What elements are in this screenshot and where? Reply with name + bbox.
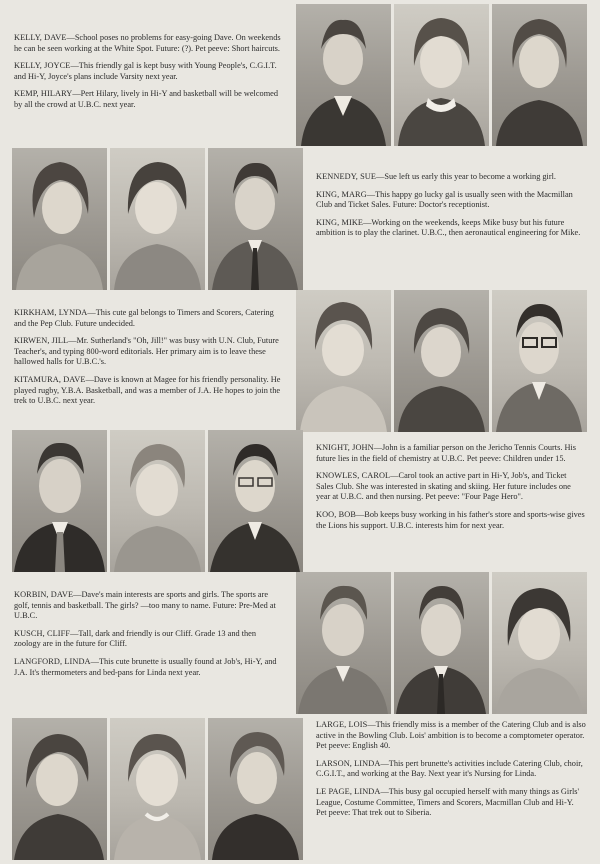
student-bio: Working on the weekends, keeps Mike busy but his future ambition is to play the clarinet. U.B.C., then aeronautical engineering for Mike. (316, 217, 581, 238)
student-name: LARGE, LOIS (316, 720, 368, 729)
student-entry: KELLY, DAVE—School poses no problems for easy-going Dave. On weekends he can be seen working at the White Spot. Future: (?). Pet peeve: Short haircuts. (14, 33, 281, 53)
student-entry: KNOWLES, CAROL—Carol took an active part in Hi-Y, Job's, and Ticket Sales Club. She was interested in skating and skiing. Her future includes one year at U.B.C. and then nursing. Pet peeve: "Four Page Hero". (316, 471, 571, 502)
student-entry: KIRKHAM, LYNDA—This cute gal belongs to Timers and Scorers, Catering and the Pep Club. Future undecided. (14, 308, 274, 328)
student-portrait (110, 718, 205, 860)
student-name: LANGFORD, LINDA (14, 656, 91, 666)
student-bio: This friendly miss is a member of the Catering Club and is also active in the Bowling Club. Lois' ambition is to become a comptometer operator. Pet peeve: English 40. (316, 720, 586, 751)
photo-row-5 (296, 572, 587, 714)
student-portrait (110, 148, 205, 290)
student-portrait (492, 4, 587, 146)
photo-row-4 (12, 430, 303, 572)
student-portrait (492, 290, 587, 432)
student-entry: KELLY, JOYCE—This friendly gal is kept busy with Young People's, C.G.I.T. and Hi-Y, Joyce's plans include Varsity next year. (14, 61, 277, 81)
student-portrait (394, 4, 489, 146)
student-bio: Carol took an active part in Hi-Y, Job's, and Ticket Sales Club. She was interested in skating and skiing. Her future includes one year at U.B.C. and then nursing. Pet peeve: "Four Page Hero". (316, 471, 571, 502)
student-entry: KEMP, HILARY—Pert Hilary, lively in Hi-Y and basketball will be welcomed by all the crowd at U.B.C. next year. (14, 89, 278, 109)
student-bio: This cute gal belongs to Timers and Scorers, Catering and the Pep Club. Future undecided. (14, 308, 274, 328)
student-portrait (12, 148, 107, 290)
student-entry: KIRWEN, JILL—Mr. Sutherland's "Oh, Jill!" was busy with U.N. Club, Future Teacher's, and typing 800-word editorials. Her primary aim is to leave these hallowed halls for U.B.C.'s. (14, 336, 279, 367)
student-name: KELLY, DAVE (14, 33, 67, 42)
text-block-3 (14, 308, 282, 414)
student-portrait (208, 148, 303, 290)
student-name: KNOWLES, CAROL (316, 471, 391, 481)
student-bio: School poses no problems for easy-going Dave. On weekends he can be seen working at the White Spot. Future: (?). Pet peeve: Short haircuts. (14, 33, 281, 53)
student-bio: This pert brunette's activities include Catering Club, choir, C.G.I.T., and working at the Bay. Next year it's Nursing for Linda. (316, 758, 583, 779)
photo-row-1 (296, 4, 587, 146)
student-entry: LARSON, LINDA—This pert brunette's activities include Catering Club, choir, C.G.I.T., and working at the Bay. Next year it's Nursing for Linda. (316, 758, 583, 779)
student-name: KIRWEN, JILL (14, 336, 69, 346)
student-portrait (296, 572, 391, 714)
student-bio: John is a familiar person on the Jericho Tennis Courts. His future lies in the field of chemistry at U.B.C. Pet peeve: Children under 15. (316, 443, 577, 463)
student-portrait (208, 430, 303, 572)
student-name: KIRKHAM, LYNDA (14, 308, 88, 317)
student-entry: KENNEDY, SUE—Sue left us early this year to become a working girl. (316, 172, 557, 181)
student-name: LARSON, LINDA (316, 758, 381, 768)
student-bio: Bob keeps busy working in his father's store and sports-wise gives the Lions his support. U.B.C. interests him for next year. (316, 509, 585, 530)
student-portrait (110, 430, 205, 572)
student-bio: Tall, dark and friendly is our Cliff. Grade 13 and then zoology are in the future for Cliff. (14, 628, 256, 649)
student-entry: KITAMURA, DAVE—Dave is known at Magee for his friendly personality. He played rugby, Y.B.A. Basketball, and was a member of J.A. He hopes to join the trek to U.B.C. next year. (14, 374, 281, 406)
student-entry: LARGE, LOIS—This friendly miss is a member of the Catering Club and is also active in the Bowling Club. Lois' ambition is to become a comptometer operator. Pet peeve: English 40. (316, 720, 586, 751)
student-entry: KNIGHT, JOHN—John is a familiar person on the Jericho Tennis Courts. His future lies in the field of chemistry at U.B.C. Pet peeve: Children under 15. (316, 443, 577, 463)
student-name: KING, MARG (316, 189, 367, 199)
student-bio: Dave's main interests are sports and girls. The sports are golf, tennis and basketball. The girls? —too many to name. Future: Pre-Med at U.B.C. (14, 590, 276, 621)
student-name: KELLY, JOYCE (14, 61, 71, 71)
student-portrait (12, 430, 107, 572)
student-name: KUSCH, CLIFF (14, 628, 71, 638)
student-portrait (208, 718, 303, 860)
student-entry: KORBIN, DAVE—Dave's main interests are sports and girls. The sports are golf, tennis and basketball. The girls? —too many to name. Future: Pre-Med at U.B.C. (14, 590, 276, 621)
student-name: KENNEDY, SUE (316, 172, 377, 181)
photo-row-3 (296, 290, 587, 432)
student-entry: LE PAGE, LINDA—This busy gal occupied herself with many things as Girls' League, Costume Committee, Timers and Scorers, Macmillan Club and Hi-Y. Pet peeve: That trek out to Siberia. (316, 786, 579, 818)
student-entry: KUSCH, CLIFF—Tall, dark and friendly is our Cliff. Grade 13 and then zoology are in the future for Cliff. (14, 628, 256, 649)
student-entry: LANGFORD, LINDA—This cute brunette is usually found at Job's, Hi-Y, and J.A. It's thermometers and bed-pans for Linda next year. (14, 656, 277, 677)
student-bio: Sue left us early this year to become a working girl. (384, 172, 557, 181)
text-block-5 (14, 590, 282, 685)
student-bio: This friendly gal is kept busy with Young People's, C.G.I.T. and Hi-Y, Joyce's plans include Varsity next year. (14, 61, 277, 81)
student-portrait (492, 572, 587, 714)
student-portrait (296, 4, 391, 146)
student-name: KEMP, HILARY (14, 89, 73, 99)
student-entry: KING, MARG—This happy go lucky gal is usually seen with the Macmillan Club and Ticket Sales. Future: Doctor's receptionist. (316, 189, 573, 210)
student-name: KOO, BOB (316, 509, 356, 519)
text-block-4 (316, 443, 586, 538)
student-bio: This happy go lucky gal is usually seen with the Macmillan Club and Ticket Sales. Future: Doctor's receptionist. (316, 189, 573, 210)
text-block-1 (14, 33, 282, 118)
student-portrait (394, 290, 489, 432)
student-portrait (394, 572, 489, 714)
student-name: LE PAGE, LINDA (316, 786, 381, 796)
photo-row-6 (12, 718, 303, 860)
student-entry: KING, MIKE—Working on the weekends, keeps Mike busy but his future ambition is to play the clarinet. U.B.C., then aeronautical engineering for Mike. (316, 217, 581, 238)
student-name: KING, MIKE (316, 217, 364, 227)
student-name: KORBIN, DAVE (14, 590, 74, 599)
student-bio: Mr. Sutherland's "Oh, Jill!" was busy with U.N. Club, Future Teacher's, and typing 800-word editorials. Her primary aim is to leave these hallowed halls for U.B.C.'s. (14, 336, 279, 367)
student-bio: Dave is known at Magee for his friendly personality. He played rugby, Y.B.A. Basketball, and was a member of J.A. He hopes to join the trek to U.B.C. next year. (14, 374, 281, 406)
student-bio: Pert Hilary, lively in Hi-Y and basketball will be welcomed by all the crowd at U.B.C. next year. (14, 89, 278, 109)
student-entry: KOO, BOB—Bob keeps busy working in his father's store and sports-wise gives the Lions his support. U.B.C. interests him for next year. (316, 509, 585, 530)
text-block-2 (316, 172, 586, 246)
student-portrait (12, 718, 107, 860)
student-name: KNIGHT, JOHN (316, 443, 374, 452)
student-portrait (296, 290, 391, 432)
student-bio: This cute brunette is usually found at Job's, Hi-Y, and J.A. It's thermometers and bed-pans for Linda next year. (14, 656, 277, 677)
photo-row-2 (12, 148, 303, 290)
student-bio: This busy gal occupied herself with many things as Girls' League, Costume Committee, Timers and Scorers, Macmillan Club and Hi-Y. Pet peeve: That trek out to Siberia. (316, 786, 579, 818)
student-name: KITAMURA, DAVE (14, 374, 86, 384)
text-block-6 (316, 720, 586, 826)
